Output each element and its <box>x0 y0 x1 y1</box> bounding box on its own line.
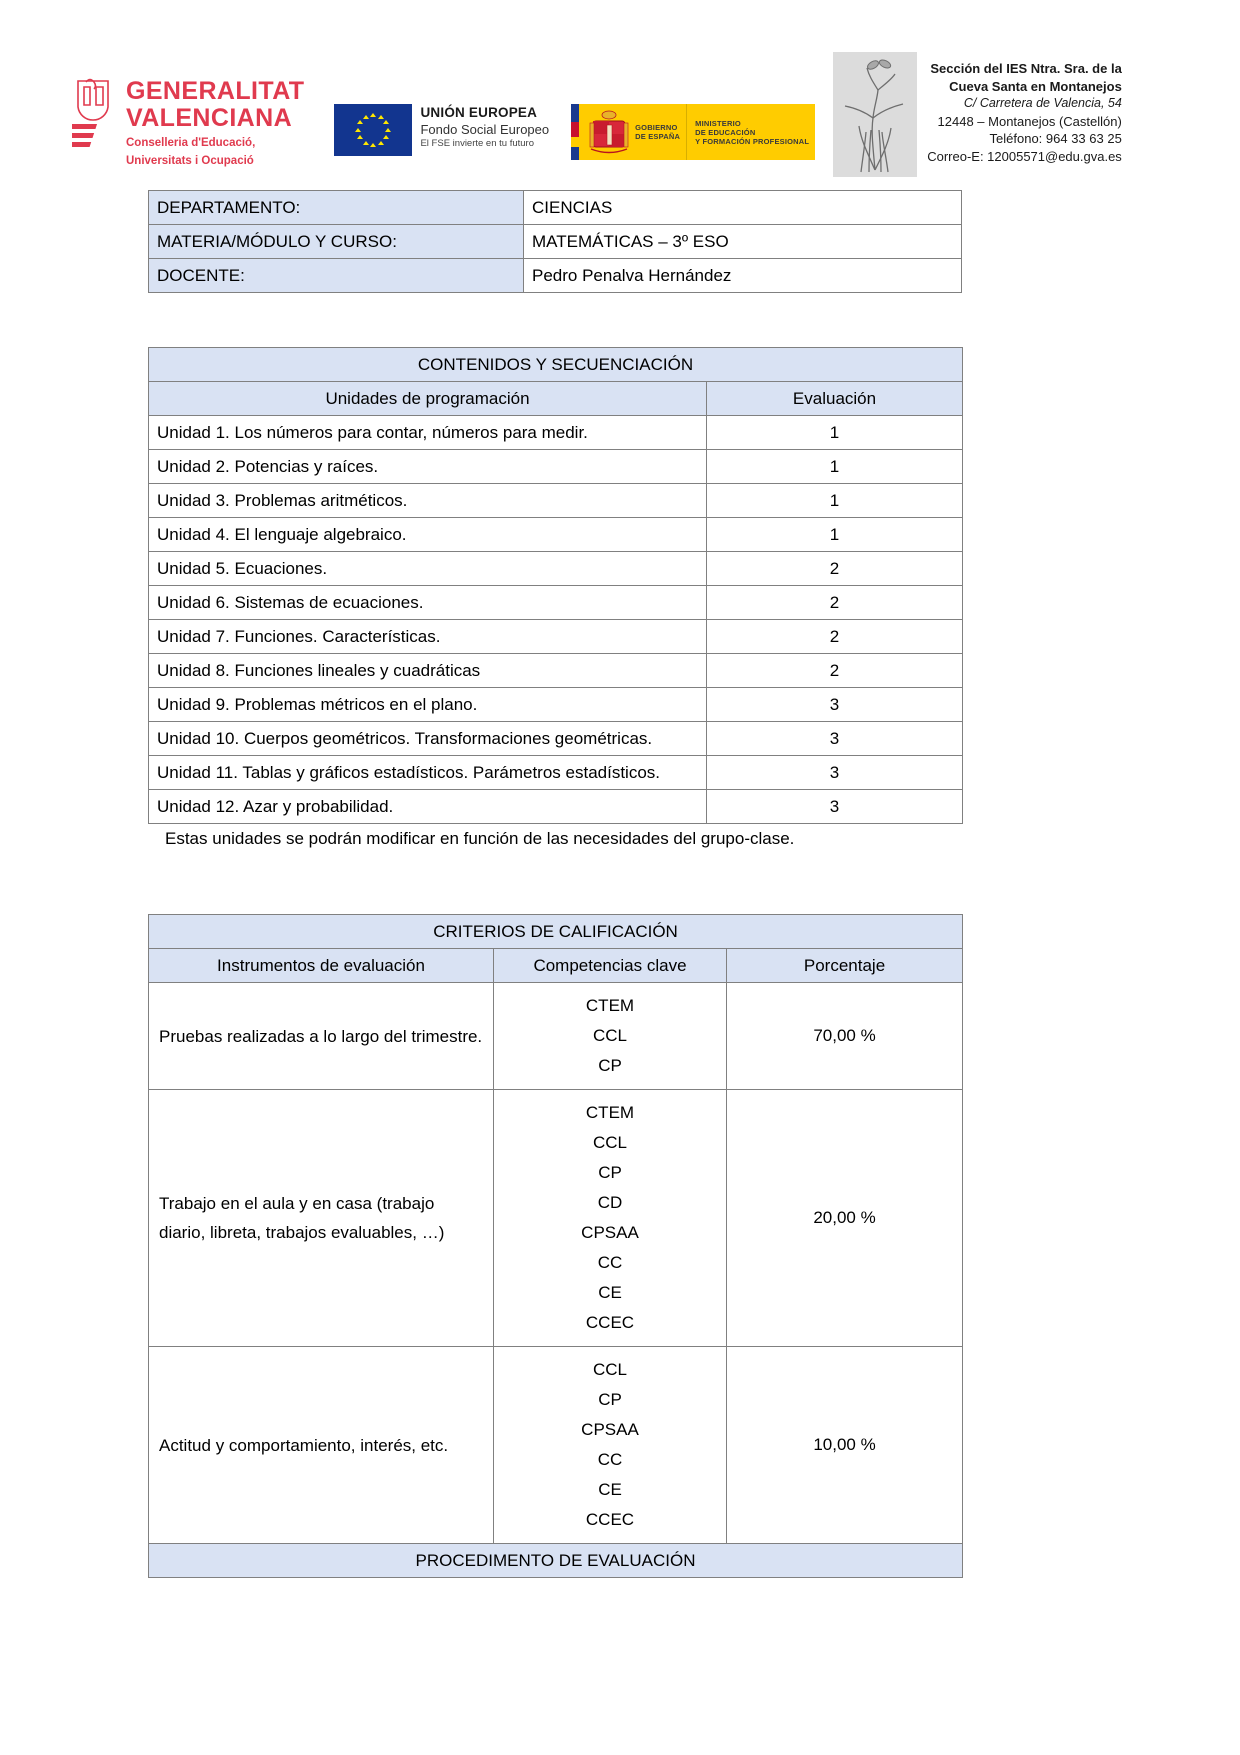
criteria-col-instruments: Instrumentos de evaluación <box>149 949 494 983</box>
school-phone: Teléfono: 964 33 63 25 <box>989 131 1122 146</box>
criteria-percentage: 70,00 % <box>727 983 963 1090</box>
ministerio-line2: DE EDUCACIÓN <box>695 127 756 137</box>
competence-item: CCEC <box>585 1313 635 1332</box>
competence-item: CCL <box>592 1133 627 1152</box>
eu-star-icon <box>385 128 391 132</box>
criteria-column-header-row <box>149 949 963 983</box>
spain-flag-stripe-icon <box>571 104 587 160</box>
contents-col-eval: Evaluación <box>707 382 963 416</box>
spanish-government-logo <box>571 104 815 160</box>
eu-star-icon <box>383 135 389 139</box>
contents-column-header-row <box>149 382 963 416</box>
identification-label: DEPARTAMENTO: <box>149 191 524 225</box>
contents-table <box>148 347 963 824</box>
criteria-instrument: Actitud y comportamiento, interés, etc. <box>149 1347 494 1544</box>
contents-unit-name: Unidad 10. Cuerpos geométricos. Transformaciones geométricas. <box>149 722 707 756</box>
competence-item: CD <box>597 1193 623 1212</box>
contents-unit-name: Unidad 2. Potencias y raíces. <box>149 450 707 484</box>
competence-item: CP <box>598 1163 622 1182</box>
criteria-row <box>149 983 963 1090</box>
criteria-competences <box>494 1347 727 1544</box>
competence-item: CPSAA <box>581 1420 639 1439</box>
ministerio-label <box>689 119 809 146</box>
criteria-competences <box>494 983 727 1090</box>
eu-star-icon <box>363 141 369 145</box>
school-name-line2: Cueva Santa en Montanejos <box>949 78 1122 94</box>
competence-item: CPSAA <box>581 1223 639 1242</box>
contents-unit-name: Unidad 7. Funciones. Características. <box>149 620 707 654</box>
competence-item: CTEM <box>585 1103 635 1122</box>
ministerio-block <box>687 104 815 160</box>
eu-star-icon <box>355 128 361 132</box>
ministerio-line1: MINISTERIO <box>695 118 741 128</box>
contents-evaluation-number: 1 <box>707 450 963 484</box>
criteria-col-competences: Competencias clave <box>494 949 727 983</box>
contents-evaluation-number: 1 <box>707 416 963 450</box>
eu-star-icon <box>357 135 363 139</box>
identification-value: CIENCIAS <box>524 191 962 225</box>
identification-row <box>149 225 962 259</box>
criteria-col-percentage: Porcentaje <box>727 949 963 983</box>
competence-item: CCL <box>592 1360 627 1379</box>
identification-table <box>148 190 962 293</box>
eu-star-icon <box>370 113 376 117</box>
competence-item: CC <box>597 1253 623 1272</box>
contents-row <box>149 586 963 620</box>
eu-star-icon <box>370 143 376 147</box>
eu-star-icon <box>383 120 389 124</box>
criteria-footer-row <box>149 1544 963 1578</box>
contents-unit-name: Unidad 1. Los números para contar, números para medir. <box>149 416 707 450</box>
competence-item: CTEM <box>585 996 635 1015</box>
criteria-row <box>149 1347 963 1544</box>
eu-star-icon <box>357 120 363 124</box>
contents-evaluation-number: 2 <box>707 586 963 620</box>
contents-evaluation-number: 3 <box>707 756 963 790</box>
contents-evaluation-number: 2 <box>707 654 963 688</box>
competence-item: CCEC <box>585 1510 635 1529</box>
contents-row <box>149 654 963 688</box>
contents-evaluation-number: 2 <box>707 552 963 586</box>
identification-row <box>149 191 962 225</box>
contents-unit-name: Unidad 8. Funciones lineales y cuadráticas <box>149 654 707 688</box>
contents-row <box>149 756 963 790</box>
contents-evaluation-number: 2 <box>707 620 963 654</box>
school-identity <box>833 52 1122 177</box>
contents-unit-name: Unidad 4. El lenguaje algebraico. <box>149 518 707 552</box>
eu-star-icon <box>378 115 384 119</box>
gobierno-de-espana-block <box>587 104 686 160</box>
spain-coat-of-arms-icon <box>589 109 629 155</box>
tree-logo-icon <box>833 52 917 177</box>
criteria-head <box>149 915 963 983</box>
contents-evaluation-number: 1 <box>707 484 963 518</box>
contents-row <box>149 484 963 518</box>
contents-row <box>149 620 963 654</box>
criteria-table <box>148 914 963 1578</box>
generalitat-subtitle-line2: Universitats i Ocupació <box>126 155 254 167</box>
school-street: C/ Carretera de Valencia, 54 <box>963 96 1122 110</box>
competence-item: CP <box>598 1390 622 1409</box>
contents-note: Estas unidades se podrán modificar en función de las necesidades del grupo-clase. <box>165 829 795 848</box>
generalitat-title-line2: VALENCIANA <box>126 104 293 132</box>
contents-unit-name: Unidad 12. Azar y probabilidad. <box>149 790 707 824</box>
eu-tagline: El FSE invierte en tu futuro <box>420 137 534 149</box>
contents-unit-name: Unidad 9. Problemas métricos en el plano. <box>149 688 707 722</box>
eu-star-icon <box>363 115 369 119</box>
eu-star-icon <box>378 141 384 145</box>
gobierno-line2: DE ESPAÑA <box>635 132 681 141</box>
gobierno-line1: GOBIERNO <box>635 123 678 132</box>
contents-row <box>149 518 963 552</box>
ministerio-line3: Y FORMACIÓN PROFESIONAL <box>695 136 810 146</box>
contents-row <box>149 790 963 824</box>
gobierno-label <box>629 123 680 141</box>
contents-row <box>149 688 963 722</box>
generalitat-subtitle-line1: Conselleria d'Educació, <box>126 137 256 149</box>
criteria-competences <box>494 1090 727 1347</box>
identification-label: MATERIA/MÓDULO Y CURSO: <box>149 225 524 259</box>
identification-row <box>149 259 962 293</box>
identification-value: MATEMÁTICAS – 3º ESO <box>524 225 962 259</box>
competence-item: CP <box>598 1056 622 1075</box>
contents-evaluation-number: 1 <box>707 518 963 552</box>
school-address-block <box>927 52 1122 165</box>
generalitat-shield-icon <box>72 78 116 150</box>
identification-body <box>149 191 962 293</box>
identification-value: Pedro Penalva Hernández <box>524 259 962 293</box>
contents-title-row <box>149 348 963 382</box>
generalitat-title-line1: GENERALITAT <box>126 77 305 105</box>
contents-col-unit: Unidades de programación <box>149 382 707 416</box>
criteria-body <box>149 983 963 1544</box>
school-name-line1: Sección del IES Ntra. Sra. de la <box>930 61 1122 76</box>
contents-evaluation-number: 3 <box>707 790 963 824</box>
school-city: 12448 – Montanejos (Castellón) <box>937 113 1122 129</box>
contents-title: CONTENIDOS Y SECUENCIACIÓN <box>149 348 963 382</box>
competence-item: CCL <box>592 1026 627 1045</box>
eu-subtitle: Fondo Social Europeo <box>420 121 550 137</box>
eu-flag-icon <box>334 104 412 156</box>
contents-evaluation-number: 3 <box>707 688 963 722</box>
contents-unit-name: Unidad 5. Ecuaciones. <box>149 552 707 586</box>
contents-unit-name: Unidad 11. Tablas y gráficos estadísticos. Parámetros estadísticos. <box>149 756 707 790</box>
contents-head <box>149 348 963 416</box>
contents-row <box>149 450 963 484</box>
identification-label: DOCENTE: <box>149 259 524 293</box>
contents-row <box>149 552 963 586</box>
school-email: Correo-E: 12005571@edu.gva.es <box>927 148 1122 164</box>
criteria-footer: PROCEDIMENTO DE EVALUACIÓN <box>149 1544 963 1578</box>
contents-unit-name: Unidad 6. Sistemas de ecuaciones. <box>149 586 707 620</box>
competence-item: CC <box>597 1450 623 1469</box>
criteria-percentage: 20,00 % <box>727 1090 963 1347</box>
contents-row <box>149 722 963 756</box>
eu-title: UNIÓN EUROPEA <box>420 105 538 120</box>
competence-item: CE <box>598 1283 622 1302</box>
criteria-row <box>149 1090 963 1347</box>
criteria-percentage: 10,00 % <box>727 1347 963 1544</box>
criteria-instrument: Trabajo en el aula y en casa (trabajo diario, libreta, trabajos evaluables, …) <box>149 1090 494 1347</box>
generalitat-valenciana-logo <box>72 78 304 168</box>
contents-unit-name: Unidad 3. Problemas aritméticos. <box>149 484 707 518</box>
criteria-instrument: Pruebas realizadas a lo largo del trimestre. <box>149 983 494 1090</box>
european-union-logo <box>334 104 549 156</box>
contents-body <box>149 416 963 824</box>
document-header <box>0 0 1240 167</box>
competence-item: CE <box>598 1480 622 1499</box>
criteria-title-row <box>149 915 963 949</box>
contents-evaluation-number: 3 <box>707 722 963 756</box>
criteria-title: CRITERIOS DE CALIFICACIÓN <box>149 915 963 949</box>
criteria-foot <box>149 1544 963 1578</box>
contents-row <box>149 416 963 450</box>
